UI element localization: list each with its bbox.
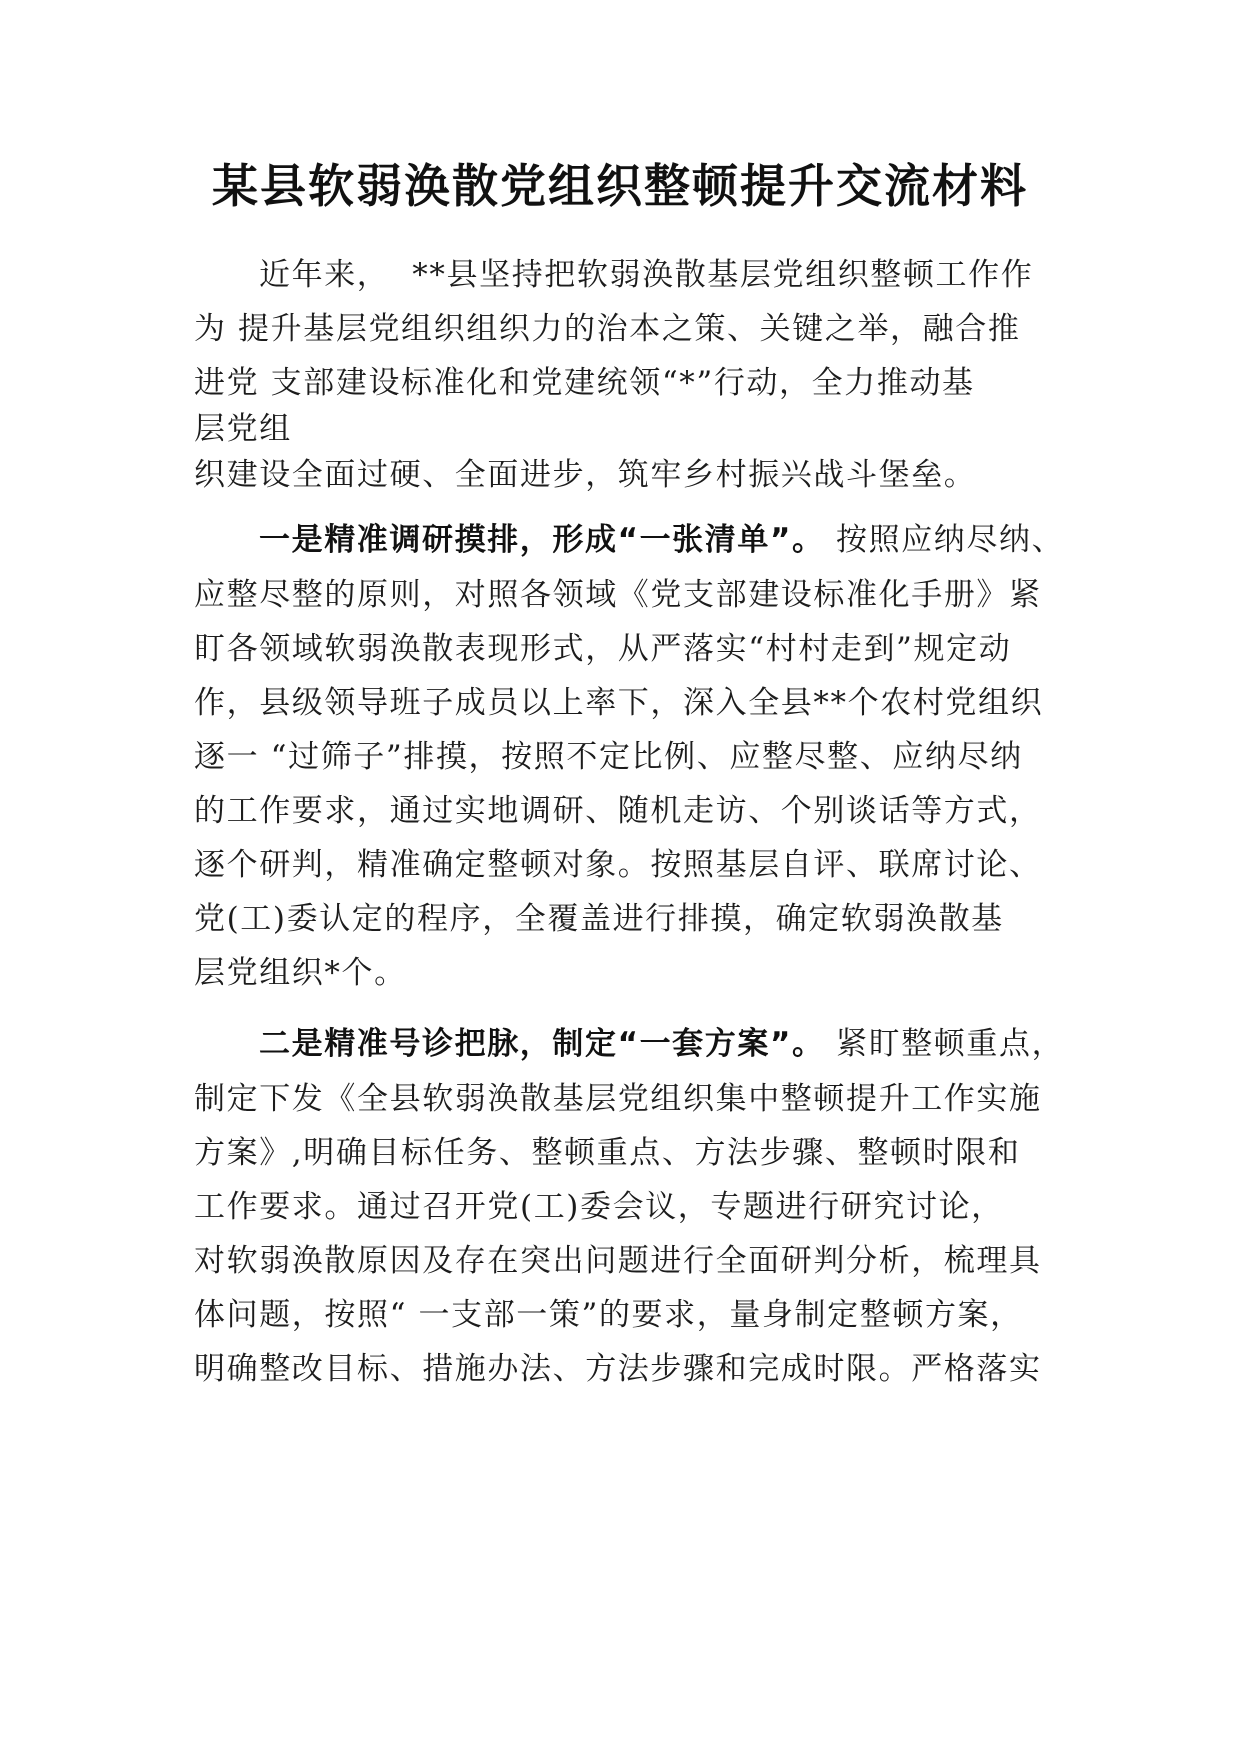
- text-line: 织建设全面过硬、全面进步，筑牢乡村振兴战斗堡垒。: [194, 457, 977, 493]
- text-line: 明确整改目标、措施办法、方法步骤和完成时限。严格落实: [194, 1351, 1042, 1387]
- text-line: 体问题，按照“ 一支部一策”的要求，量身制定整顿方案，: [194, 1297, 1023, 1333]
- text-line: 近年来， **县坚持把软弱涣散基层党组织整顿工作作: [259, 257, 1034, 293]
- text-line: 作，县级领导班子成员以上率下，深入全县**个农村党组织: [194, 685, 1044, 721]
- text-line: 为 提升基层党组织组织力的治本之策、关键之举，融合推: [194, 311, 1021, 347]
- text-line: 的工作要求，通过实地调研、随机走访、个别谈话等方式，: [194, 793, 1042, 829]
- text-line: 逐个研判，精准确定整顿对象。按照基层自评、联席讨论、: [194, 847, 1042, 883]
- text-line: 应整尽整的原则，对照各领域《党支部建设标准化手册》紧: [194, 577, 1042, 613]
- section-2-first-line: [259, 1024, 1064, 1064]
- section-1-first-line: [259, 520, 1064, 560]
- text-line: 方案》,明确目标任务、整顿重点、方法步骤、整顿时限和: [194, 1135, 1021, 1171]
- text-line: 制定下发《全县软弱涣散基层党组织集中整顿提升工作实施: [194, 1081, 1042, 1117]
- section-1-first-text: 按照应纳尽纳、: [824, 522, 1065, 558]
- text-line: 工作要求。通过召开党(工)委会议，专题进行研究讨论，: [194, 1189, 1004, 1225]
- text-line: 逐一 “过筛子”排摸，按照不定比例、应整尽整、应纳尽纳: [194, 739, 1023, 775]
- text-line: 党(工)委认定的程序，全覆盖进行排摸，确定软弱涣散基: [194, 901, 1004, 937]
- document-title: 某县软弱涣散党组织整顿提升交流材料: [212, 159, 1028, 213]
- text-line: 盯各领域软弱涣散表现形式，从严落实“村村走到”规定动: [194, 631, 1012, 667]
- text-line: 进党 支部建设标准化和党建统领“*”行动，全力推动基: [194, 365, 975, 401]
- section-2-first-text: 紧盯整顿重点，: [824, 1026, 1065, 1062]
- section-1-heading: 一是精准调研摸排，形成“一张清单”。: [259, 522, 825, 558]
- section-2-heading: 二是精准号诊把脉，制定“一套方案”。: [259, 1026, 825, 1062]
- text-line: 层党组: [194, 411, 292, 447]
- text-line: 层党组织*个。: [194, 955, 407, 991]
- text-line: 对软弱涣散原因及存在突出问题进行全面研判分析，梳理具: [194, 1243, 1042, 1279]
